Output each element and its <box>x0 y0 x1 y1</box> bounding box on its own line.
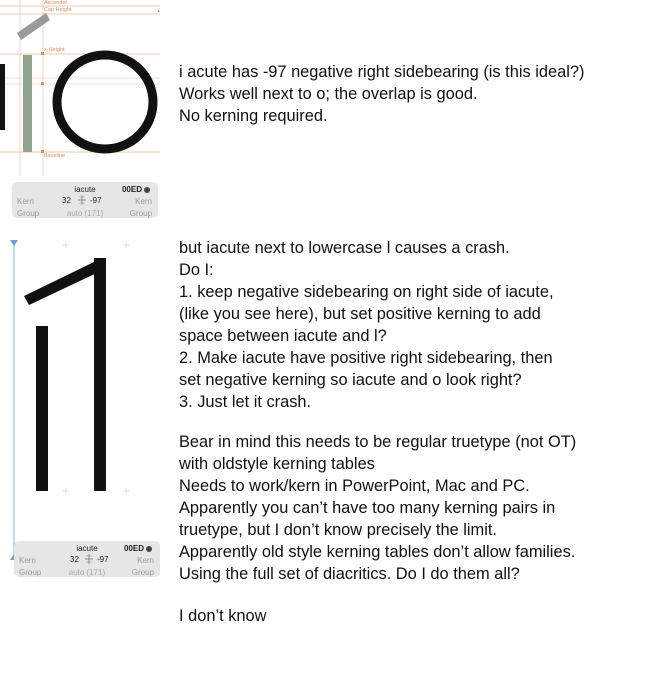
note-block-2 <box>179 237 554 413</box>
left-sidebearing-value[interactable]: 32 <box>62 196 71 205</box>
note-line: with oldstyle kerning tables <box>179 455 375 473</box>
right-group-label[interactable]: Group <box>129 209 152 218</box>
iacute-stem-shape[interactable] <box>23 55 32 152</box>
node-markers <box>41 52 44 153</box>
note-line: (like you see here), but set positive kerning to add <box>179 305 541 323</box>
arrow-circle-icon[interactable] <box>146 546 152 552</box>
note-line: 1. keep negative sidebearing on right side of iacute, <box>179 283 554 301</box>
left-group-label[interactable]: Group <box>17 209 40 218</box>
note-line: Needs to work/kern in PowerPoint, Mac and PC. <box>179 477 530 495</box>
note-block-4 <box>179 605 266 627</box>
note-block-3 <box>179 431 576 585</box>
note-line: No kerning required. <box>179 107 328 125</box>
note-line: Bear in mind this needs to be regular truetype (not OT) <box>179 433 577 451</box>
note-line: set negative kerning so iacute and o look right? <box>179 371 522 389</box>
note-line: Works well next to o; the overlap is good. <box>179 85 478 103</box>
arrow-circle-icon[interactable] <box>144 187 150 193</box>
x-height-label: x-Height <box>44 47 65 53</box>
left-sidebearing-value[interactable]: 32 <box>70 555 79 564</box>
left-group-label[interactable]: Group <box>19 568 42 577</box>
note-line: Apparently you can’t have too many kerning pairs in <box>179 499 556 517</box>
ascender-label: Ascender <box>44 0 68 6</box>
note-line: Do I: <box>179 261 214 279</box>
left-kern-label[interactable]: Kern <box>19 556 36 565</box>
width-link-icon[interactable] <box>77 195 87 205</box>
note-line: 2. Make iacute have positive right sidebearing, then <box>179 349 553 367</box>
note-line: I don’t know <box>179 607 267 625</box>
right-sidebearing-value[interactable]: -97 <box>90 196 102 205</box>
partial-glyph-left <box>0 64 5 130</box>
cap-height-label: Cap Height <box>44 7 72 13</box>
glyph-info-panel-top <box>12 182 158 218</box>
right-sidebearing-value[interactable]: -97 <box>97 555 109 564</box>
note-line: Using the full set of diacritics. Do I do them all? <box>179 565 520 583</box>
right-kern-label[interactable]: Kern <box>137 556 154 565</box>
acute-accent-shape[interactable] <box>17 13 50 40</box>
width-link-icon[interactable] <box>84 554 94 564</box>
note-line: space between iacute and l? <box>179 327 387 345</box>
glyph-width-value[interactable]: auto (171) <box>66 209 104 218</box>
glyph-name-label: iacute <box>76 544 98 553</box>
glyph-width-value[interactable]: auto (171) <box>68 568 106 577</box>
note-block-1 <box>179 61 584 127</box>
glyph-name-label: iacute <box>74 185 96 194</box>
baseline-label: Baseline <box>44 153 66 159</box>
right-kern-label[interactable]: Kern <box>135 197 152 206</box>
note-line: Apparently old style kerning tables don’t allow families. <box>179 543 576 561</box>
note-line: i acute has -97 negative right sidebearing (is this ideal?) <box>179 63 585 81</box>
note-line: 3. Just let it crash. <box>179 393 312 411</box>
glyph-info-panel-bottom <box>14 541 160 577</box>
unicode-value: 00ED <box>121 185 142 194</box>
note-line: but iacute next to lowercase l causes a crash. <box>179 239 510 257</box>
right-group-label[interactable]: Group <box>131 568 154 577</box>
note-line: truetype, but I don’t know precisely the limit. <box>179 521 497 539</box>
letter-o-shape <box>57 55 153 149</box>
left-kern-label[interactable]: Kern <box>17 197 34 206</box>
tiny-tick-mark: ` <box>157 10 161 21</box>
unicode-label[interactable] <box>124 544 152 553</box>
unicode-value: 00ED <box>123 544 144 553</box>
unicode-label[interactable] <box>122 185 150 194</box>
